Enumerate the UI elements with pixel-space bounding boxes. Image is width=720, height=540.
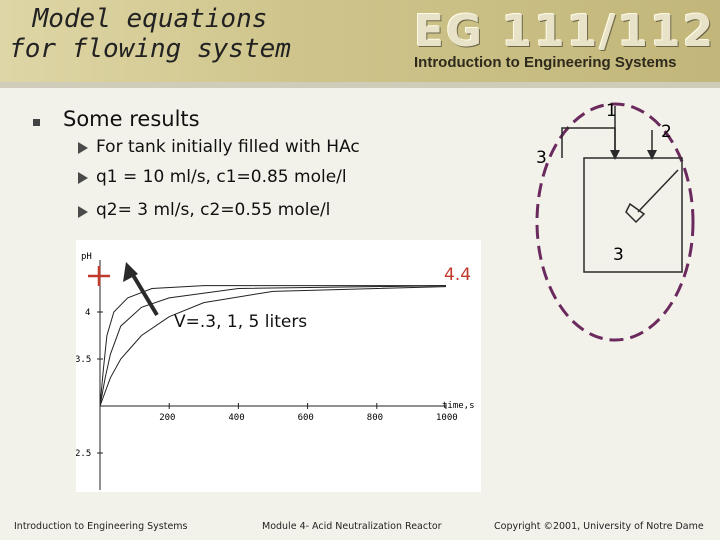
footer-course: Introduction to Engineering Systems <box>14 521 188 532</box>
stream-label-2: 2 <box>661 122 672 142</box>
course-subtitle: Introduction to Engineering Systems <box>414 54 677 71</box>
y-tick-label: 4 <box>85 308 91 318</box>
pointer-arrow-icon <box>130 270 157 315</box>
course-logo: EG 111/112 <box>414 6 716 57</box>
x-tick-label: 800 <box>366 413 384 423</box>
bullet-text-2: q1 = 10 ml/s, c1=0.85 mole/l <box>96 167 347 187</box>
stream-label-3-bottom: 3 <box>613 245 624 265</box>
y-tick-label: 3.5 <box>76 355 92 365</box>
tank-diagram <box>520 100 720 350</box>
inlet-pipe-1 <box>562 128 615 158</box>
x-tick-label: 600 <box>297 413 314 423</box>
y-tick-label: 2.5 <box>76 449 92 459</box>
annotation-volumes: V=.3, 1, 5 liters <box>174 312 308 332</box>
x-tick-label: 400 <box>228 413 245 423</box>
x-tick-label: 200 <box>159 413 176 423</box>
footer-module: Module 4- Acid Neutralization Reactor <box>262 521 442 532</box>
y-axis-label: pH <box>81 252 92 262</box>
stream-label-1: 1 <box>606 101 617 121</box>
x-axis-label: time,s <box>442 401 475 411</box>
stream-label-3-left: 3 <box>536 148 547 168</box>
stirrer-shaft <box>638 170 678 212</box>
bullet-text-1: For tank initially filled with HAc <box>96 137 360 157</box>
x-tick-label: 1000 <box>436 413 458 423</box>
bullet-text-3: q2= 3 ml/s, c2=0.55 mole/l <box>96 200 331 220</box>
section-heading: Some results <box>63 107 200 131</box>
annotation-ph-44: 4.4 <box>444 265 472 285</box>
slide-title-line1: Model equations <box>32 4 268 34</box>
tank-body <box>584 158 682 272</box>
footer-copyright: Copyright ©2001, University of Notre Dame <box>494 521 704 532</box>
slide-title-line2: for flowing system <box>9 34 291 64</box>
stirrer-icon <box>626 204 644 222</box>
